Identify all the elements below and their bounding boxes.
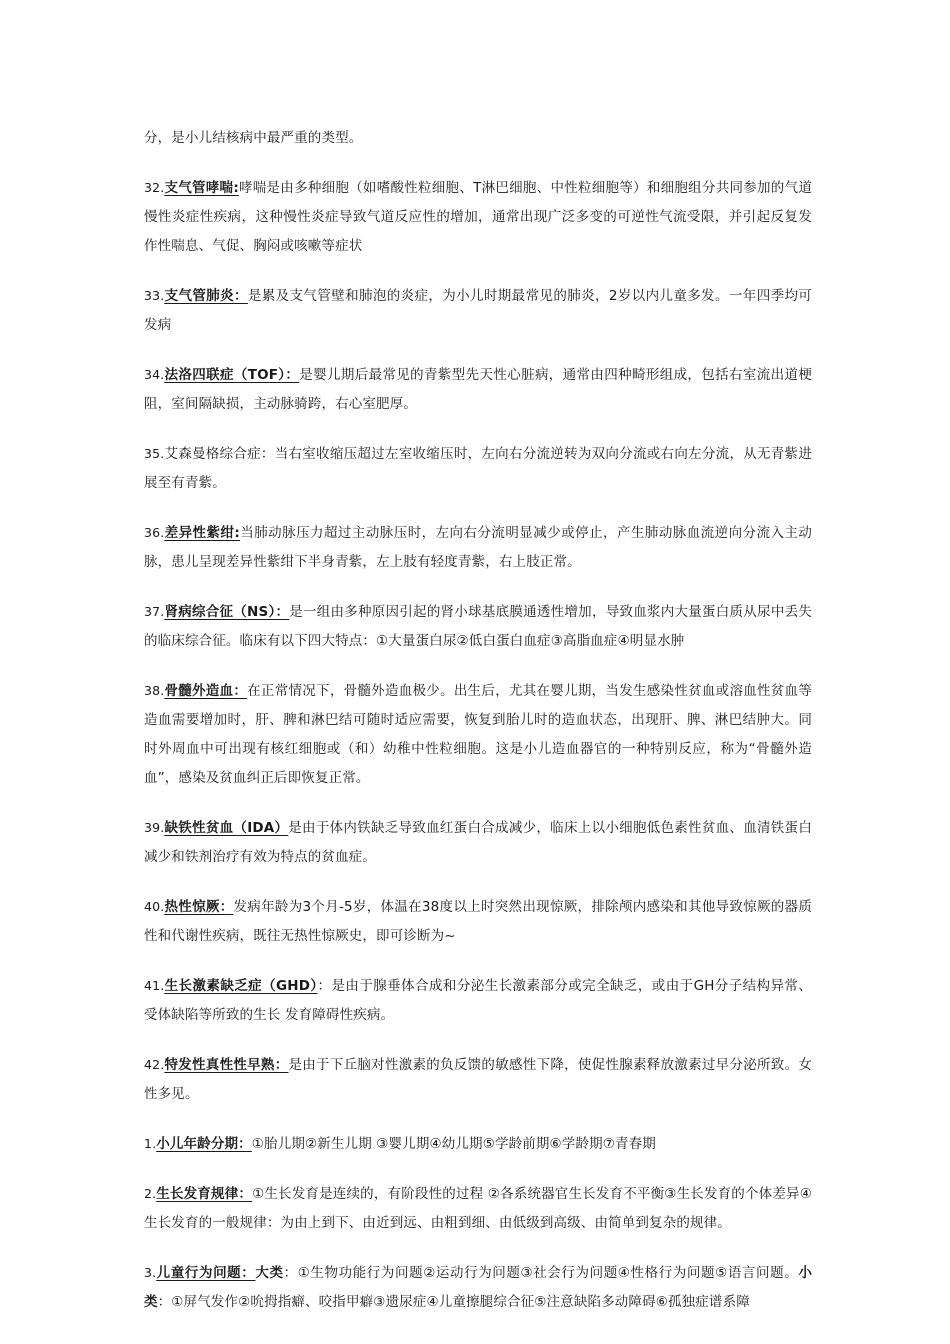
entry-term: 小儿年龄分期： — [156, 1136, 252, 1152]
category-major-label: 大类 — [255, 1265, 284, 1281]
entry-40-febrile-seizure — [144, 892, 812, 951]
entry-term: 骨髓外造血： — [164, 683, 248, 699]
entry-term: 法洛四联症（TOF）： — [164, 367, 300, 383]
entry-term: 生长发育规律： — [156, 1186, 253, 1202]
paragraph-text: 分，是小儿结核病中最严重的类型。 — [144, 130, 363, 146]
entry-number: 2. — [144, 1186, 157, 1201]
entry-number: 34. — [144, 367, 165, 382]
category-minor-label: 小类 — [144, 1265, 812, 1310]
entry-35-eisenmenger — [144, 439, 812, 498]
entry-definition: 是由于腺垂体合成和分泌生长激素部分或完全缺乏，或由于GH分子结构异常、受体缺陷等所致的生长 发育障碍性疾病。 — [144, 978, 812, 1023]
entry-number: 36. — [144, 525, 165, 540]
entry-term: 生长激素缺乏症（GHD） — [164, 978, 318, 994]
entry-42-precocious-puberty — [144, 1050, 812, 1109]
entry-number: 32. — [144, 180, 165, 195]
category-major-text: ：①生物功能行为问题②运动行为问题③社会行为问题④性格行为问题⑤语言问题。 — [283, 1265, 799, 1281]
entry-definition: 当肺动脉压力超过主动脉压时，左向右分流明显减少或停止，产生肺动脉血流逆向分流入主动脉，患儿呈现差异性紫绀下半身青紫，左上肢有轻度青紫，右上肢正常。 — [144, 525, 812, 570]
entry-39-ida — [144, 813, 812, 872]
entry-36-differential-cyanosis — [144, 518, 812, 577]
entry-term: 儿童行为问题： — [156, 1265, 256, 1281]
category-minor-text: ：①屏气发作②吮拇指癖、咬指甲癖③遗尿症④儿童擦腿综合征⑤注意缺陷多动障碍⑥孤独症谱系障 — [157, 1294, 750, 1310]
entry-3-behavior-problems — [144, 1258, 812, 1317]
entry-32-asthma — [144, 173, 812, 261]
document-body — [144, 124, 812, 1329]
entry-separator: ： — [317, 978, 332, 994]
entry-term: 肾病综合征（NS）： — [164, 604, 290, 620]
entry-definition: 是一组由多种原因引起的肾小球基底膜通透性增加，导致血浆内大量蛋白质从尿中丢失的临床综合征。临床有以下四大特点：①大量蛋白尿②低白蛋白血症③高脂血症④明显水肿 — [144, 604, 812, 649]
entry-definition: 哮喘是由多种细胞（如嗜酸性粒细胞、T淋巴细胞、中性粒细胞等）和细胞组分共同参加的气道慢性炎症性疾病，这种慢性炎症导致气道反应性的增加，通常出现广泛多变的可逆性气流受限，并引起反复发作性喘息、气促、胸闷或咳嗽等症状 — [144, 180, 812, 254]
entry-term: 热性惊厥： — [164, 899, 234, 915]
entry-1-age-stages — [144, 1129, 812, 1159]
entry-definition: ①胎儿期②新生儿期 ③婴儿期④幼儿期⑤学龄前期⑥学龄期⑦青春期 — [251, 1136, 656, 1152]
entry-number: 41. — [144, 978, 165, 993]
entry-definition: ①生长发育是连续的，有阶段性的过程 ②各系统器官生长发育不平衡③生长发育的个体差异④生长发育的一般规律：为由上到下、由近到远、由粗到细、由低级到高级、由简单到复杂的规律。 — [144, 1186, 812, 1231]
entry-definition: 是累及支气管壁和肺泡的炎症，为小儿时期最常见的肺炎，2岁以内儿童多发。一年四季均可发病 — [144, 288, 812, 333]
entry-term: 差异性紫绀: — [164, 525, 240, 541]
entry-term: 支气管肺炎： — [164, 288, 248, 304]
entry-number: 3. — [144, 1265, 157, 1280]
entry-34-tof — [144, 360, 812, 419]
entry-33-bronchopneumonia — [144, 281, 812, 340]
paragraph-tb-continuation — [144, 124, 812, 153]
entry-number: 37. — [144, 604, 165, 619]
entry-definition: 是婴儿期后最常见的青紫型先天性心脏病，通常由四种畸形组成，包括右室流出道梗阻，室间隔缺损，主动脉骑跨，右心室肥厚。 — [144, 367, 812, 412]
entry-41-ghd — [144, 971, 812, 1030]
entry-38-extramedullary-hematopoiesis — [144, 676, 812, 793]
entry-2-growth-rules — [144, 1179, 812, 1238]
entry-term: 支气管哮喘: — [164, 180, 239, 196]
entry-definition: 是由于体内铁缺乏导致血红蛋白合成减少，临床上以小细胞低色素性贫血、血清铁蛋白减少和铁剂治疗有效为特点的贫血症。 — [144, 820, 812, 865]
entry-number: 1. — [144, 1136, 157, 1151]
entry-number: 40. — [144, 899, 165, 914]
entry-term: 特发性真性性早熟： — [164, 1057, 289, 1073]
entry-number: 33. — [144, 288, 165, 303]
entry-term: 缺铁性贫血（IDA） — [164, 820, 289, 836]
entry-definition: 是由于下丘脑对性激素的负反馈的敏感性下降，使促性腺素释放激素过早分泌所致。女性多见。 — [144, 1057, 812, 1102]
entry-definition: 发病年龄为3个月-5岁，体温在38度以上时突然出现惊厥，排除颅内感染和其他导致惊厥的器质性和代谢性疾病，既往无热性惊厥史，即可诊断为~ — [144, 899, 813, 944]
entry-number: 39. — [144, 820, 165, 835]
entry-number: 42. — [144, 1057, 165, 1072]
entry-number: 38. — [144, 683, 165, 698]
entry-definition: 艾森曼格综合症：当右室收缩压超过左室收缩压时，左向右分流逆转为双向分流或右向左分流，从无青紫进展至有青紫。 — [144, 446, 812, 491]
entry-37-nephrotic-syndrome — [144, 597, 812, 656]
entry-number: 35. — [144, 446, 165, 461]
entry-definition: 在正常情况下，骨髓外造血极少。出生后，尤其在婴儿期，当发生感染性贫血或溶血性贫血等造血需要增加时，肝、脾和淋巴结可随时适应需要，恢复到胎儿时的造血状态，出现肝、脾、淋巴结肿大。同时外周血中可出现有核红细胞或（和）幼稚中性粒细胞。这是小儿造血器官的一种特别反应，称为“骨髓外造血”，感染及贫血纠正后即恢复正常。 — [144, 683, 812, 786]
